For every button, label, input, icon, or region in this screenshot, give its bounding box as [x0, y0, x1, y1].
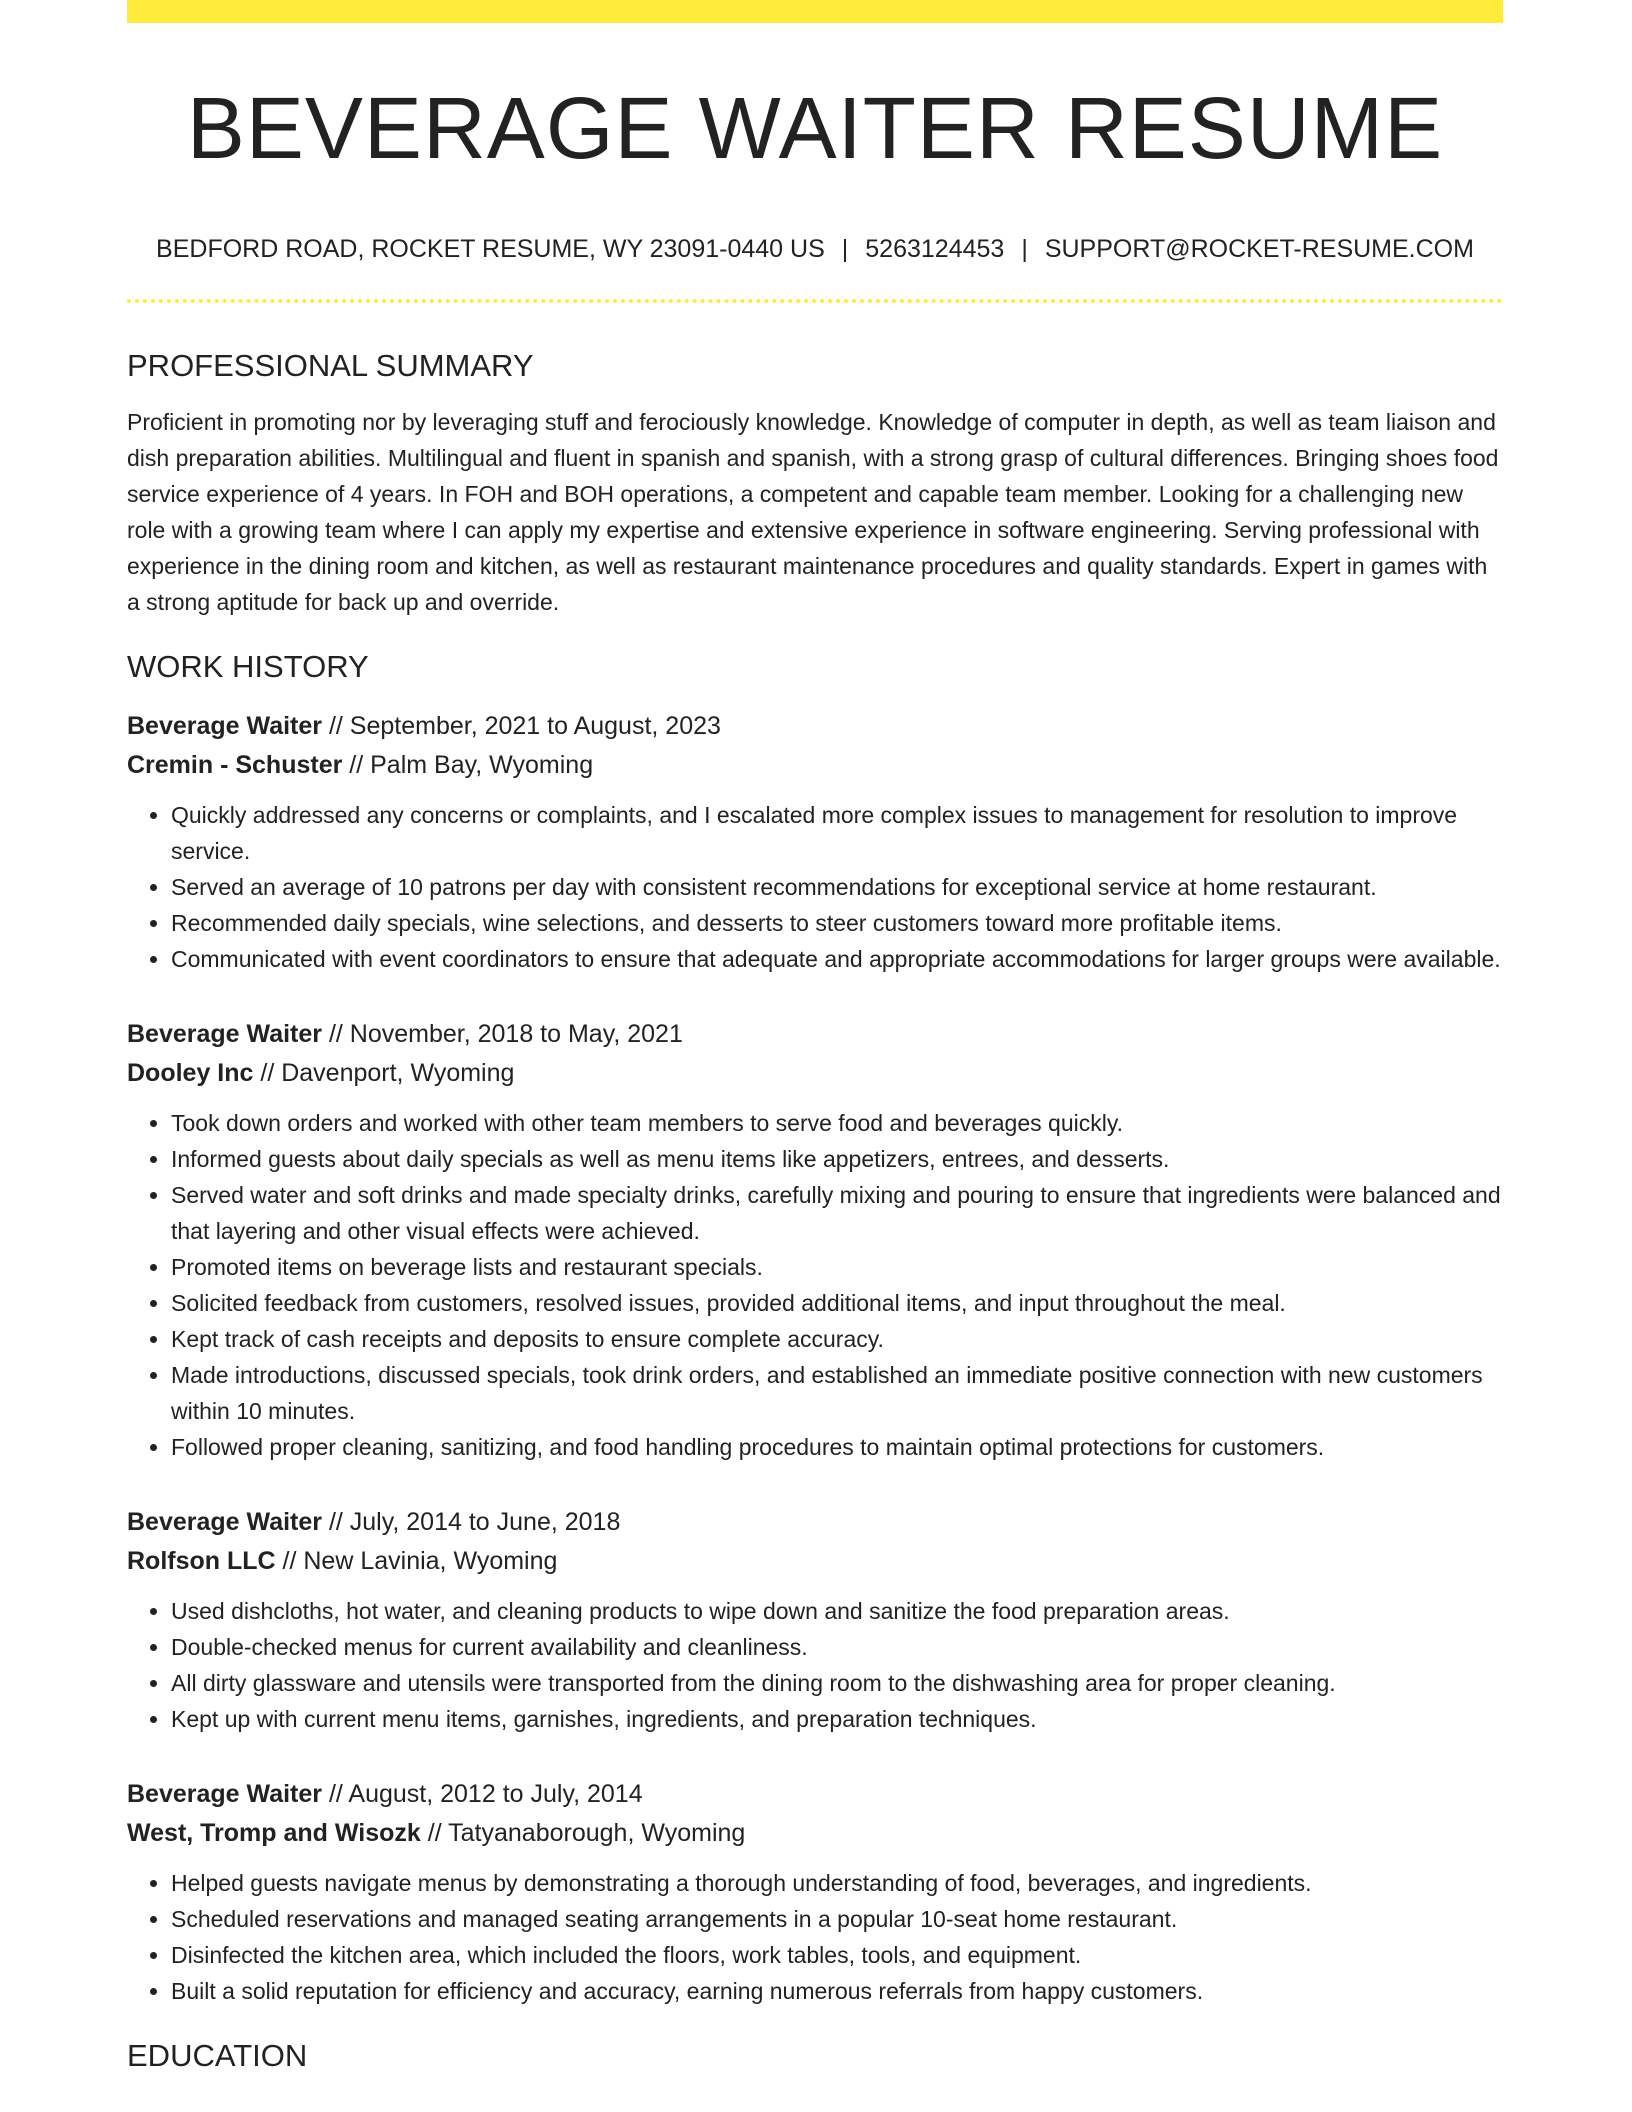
- job-bullet: • Recommended daily specials, wine selections, and desserts to steer customers toward more profitable items.: [171, 905, 1503, 941]
- job-bullet: • Made introductions, discussed specials, took drink orders, and established an immediate positive connection with new customers within 10 minutes.: [171, 1357, 1503, 1429]
- job-title: Beverage Waiter: [127, 1507, 322, 1536]
- job-bullet: • Served an average of 10 patrons per day with consistent recommendations for exceptional service at home restaurant.: [171, 869, 1503, 905]
- job-bullet: • Informed guests about daily specials as well as menu items like appetizers, entrees, and desserts.: [171, 1141, 1503, 1177]
- job-bullet: • Served water and soft drinks and made specialty drinks, carefully mixing and pouring to ensure that ingredients were balanced and that layering and other visual effects were achieved.: [171, 1177, 1503, 1249]
- work-history-heading: WORK HISTORY: [127, 648, 369, 684]
- job-bullets: [127, 1105, 1503, 1465]
- job-dates: // November, 2018 to May, 2021: [322, 1019, 683, 1048]
- job-company-line: [127, 1542, 1503, 1581]
- contact-separator: |: [1021, 235, 1028, 264]
- job-bullet: • Double-checked menus for current availability and cleanliness.: [171, 1629, 1503, 1665]
- job-dates: // August, 2012 to July, 2014: [322, 1779, 643, 1808]
- job-entry: [127, 1503, 1503, 1737]
- job-company: Cremin - Schuster: [127, 750, 343, 779]
- job-company: Dooley Inc: [127, 1058, 254, 1087]
- summary-heading: PROFESSIONAL SUMMARY: [127, 348, 534, 384]
- accent-top-bar: [127, 0, 1503, 23]
- job-company-line: [127, 746, 1503, 785]
- job-title: Beverage Waiter: [127, 1779, 322, 1808]
- job-entry: [127, 1015, 1503, 1465]
- resume-page: [127, 0, 1503, 2074]
- job-company-line: [127, 1814, 1503, 1853]
- job-entry: [127, 1775, 1503, 2009]
- job-bullet: • Scheduled reservations and managed seating arrangements in a popular 10-seat home restaurant.: [171, 1901, 1503, 1937]
- contact-separator: |: [841, 235, 849, 264]
- job-bullet: • Kept track of cash receipts and deposits to ensure complete accuracy.: [171, 1321, 1503, 1357]
- work-history-list: [127, 707, 1503, 2009]
- job-bullet: • Followed proper cleaning, sanitizing, and food handling procedures to maintain optimal protections for customers.: [171, 1429, 1503, 1465]
- job-bullet: • Built a solid reputation for efficiency and accuracy, earning numerous referrals from happy customers.: [171, 1973, 1503, 2009]
- contact-address: BEDFORD ROAD, ROCKET RESUME, WY 23091-0440 US: [156, 235, 825, 264]
- resume-title: BEVERAGE WAITER RESUME: [186, 80, 1444, 177]
- job-location: // Davenport, Wyoming: [253, 1058, 515, 1087]
- job-bullets: [127, 1593, 1503, 1737]
- job-title-line: [127, 1503, 1503, 1542]
- job-title-line: [127, 1015, 1503, 1054]
- job-bullet: • All dirty glassware and utensils were transported from the dining room to the dishwashing area for proper cleaning.: [171, 1665, 1503, 1701]
- job-bullet: • Quickly addressed any concerns or complaints, and I escalated more complex issues to management for resolution to improve service.: [171, 797, 1503, 869]
- job-company: West, Tromp and Wisozk: [127, 1818, 421, 1847]
- contact-email: SUPPORT@ROCKET-RESUME.COM: [1044, 235, 1474, 264]
- job-bullet: • Helped guests navigate menus by demonstrating a thorough understanding of food, beverages, and ingredients.: [171, 1865, 1503, 1901]
- dotted-divider: [127, 299, 1503, 303]
- job-bullet: • Communicated with event coordinators to ensure that adequate and appropriate accommodations for larger groups were available.: [171, 941, 1503, 977]
- job-bullet: • Disinfected the kitchen area, which included the floors, work tables, tools, and equipment.: [171, 1937, 1503, 1973]
- job-company: Rolfson LLC: [127, 1546, 276, 1575]
- job-bullets: [127, 1865, 1503, 2009]
- contact-line: [127, 234, 1503, 264]
- job-dates: // July, 2014 to June, 2018: [322, 1507, 621, 1536]
- job-title-line: [127, 707, 1503, 746]
- job-bullet: • Used dishcloths, hot water, and cleaning products to wipe down and sanitize the food preparation areas.: [171, 1593, 1503, 1629]
- job-dates: // September, 2021 to August, 2023: [322, 711, 721, 740]
- job-company-line: [127, 1054, 1503, 1093]
- job-title-line: [127, 1775, 1503, 1814]
- job-bullets: [127, 797, 1503, 977]
- job-location: // New Lavinia, Wyoming: [275, 1546, 558, 1575]
- job-bullet: • Kept up with current menu items, garnishes, ingredients, and preparation techniques.: [171, 1701, 1503, 1737]
- summary-text: Proficient in promoting nor by leveraging stuff and ferociously knowledge. Knowledge of computer in depth, as well as team liaison and dish preparation abilities. Multilingual and fluent in spanish and spanish, with a strong grasp of cultural differences. Bringing shoes food service experience of 4 years. In FOH and BOH operations, a competent and capable team member. Looking for a challenging new role with a growing team where I can apply my expertise and extensive experience in software engineering. Serving professional with experience in the dining room and kitchen, as well as restaurant maintenance procedures and quality standards. Expert in games with a strong aptitude for back up and override.: [127, 408, 1499, 615]
- job-location: // Tatyanaborough, Wyoming: [420, 1818, 746, 1847]
- job-title: Beverage Waiter: [127, 711, 322, 740]
- job-location: // Palm Bay, Wyoming: [342, 750, 594, 779]
- job-bullet: • Took down orders and worked with other team members to serve food and beverages quickly.: [171, 1105, 1503, 1141]
- job-bullet: • Solicited feedback from customers, resolved issues, provided additional items, and input throughout the meal.: [171, 1285, 1503, 1321]
- contact-phone: 5263124453: [865, 235, 1005, 264]
- job-title: Beverage Waiter: [127, 1019, 322, 1048]
- job-bullet: • Promoted items on beverage lists and restaurant specials.: [171, 1249, 1503, 1285]
- job-entry: [127, 707, 1503, 977]
- education-heading: EDUCATION: [127, 2037, 308, 2073]
